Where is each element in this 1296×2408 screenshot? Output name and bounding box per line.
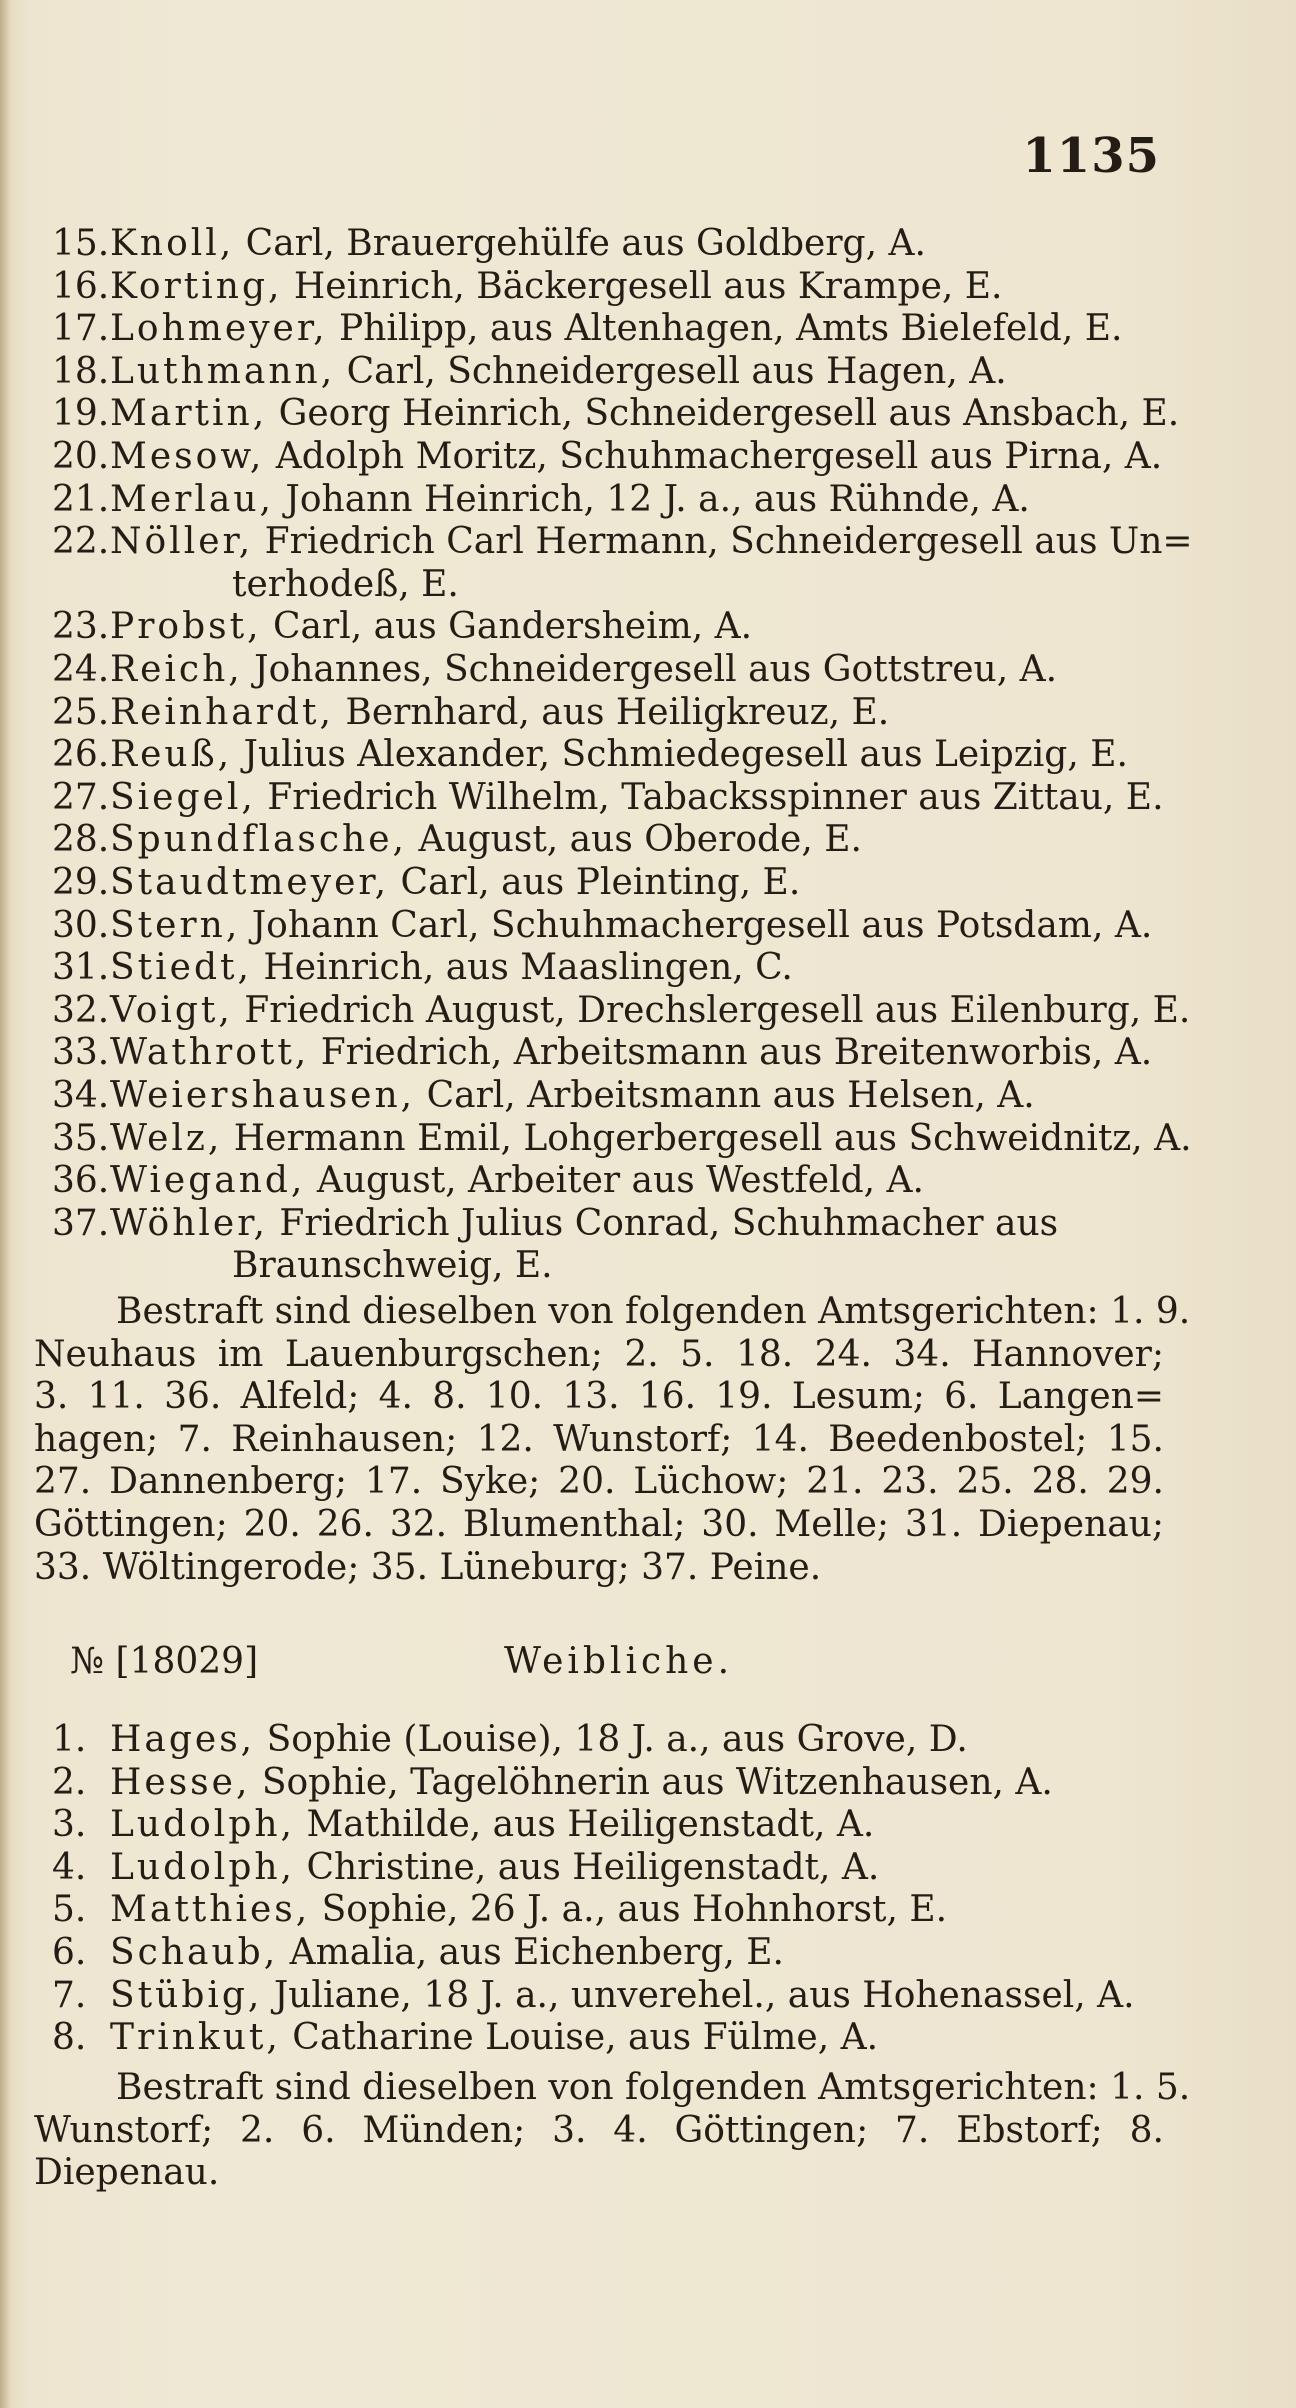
list-item [52, 435, 1162, 479]
entry-number: 16. [52, 265, 110, 307]
entry-surname: Ludolph, [110, 1804, 295, 1846]
paragraph-line: hagen; 7. Reinhausen; 12. Wunstorf; 14. Beedenbostel; 15. [34, 1418, 1164, 1460]
entry-number: 23. [52, 606, 110, 648]
list-item [52, 265, 1162, 309]
paragraph-line: 3. 11. 36. Alfeld; 4. 8. 10. 13. 16. 19. Lesum; 6. Langen= [34, 1376, 1164, 1418]
entry-surname: Knoll, [110, 223, 235, 264]
entry-details: Friedrich Julius Conrad, Schuhmacher aus [267, 1202, 1059, 1244]
list-item [52, 733, 1162, 777]
entry-details: Christine, aus Heiligenstadt, A. [295, 1846, 880, 1888]
entry-surname: Staudtmeyer, [110, 862, 390, 903]
entry-surname: Hesse, [110, 1761, 251, 1803]
entry-surname: Stiedt, [110, 947, 252, 989]
entry-details: Carl, Arbeitsmann aus Helsen, A. [415, 1075, 1035, 1116]
entry-details: Carl, Brauergehülfe aus Goldberg, A. [234, 223, 926, 264]
page-spine [0, 0, 10, 2408]
entry-number: 15. [52, 223, 110, 264]
list-item [52, 776, 1162, 820]
entry-details: Johannes, Schneidergesell aus Gottstreu, A. [242, 649, 1058, 690]
section-heading: Weibliche. [504, 1641, 734, 1682]
entry-number: 25. [52, 691, 110, 733]
entry-details: Amalia, aus Eichenberg, E. [278, 1932, 784, 1973]
paragraph-line: Wunstorf; 2. 6. Münden; 3. 4. Göttingen; 7. Ebstorf; 8. [34, 2109, 1164, 2151]
entry-number: 21. [52, 478, 110, 520]
entry-number: 28. [52, 819, 110, 861]
list-item [52, 1974, 1162, 2018]
entry-number: 7. [52, 1974, 87, 2016]
entry-continuation: Braunschweig, E. [232, 1245, 553, 1287]
entry-number: 6. [52, 1932, 87, 1973]
entry-details: Adolph Moritz, Schuhmachergesell aus Pirna, A. [264, 436, 1163, 477]
entry-surname: Probst, [110, 606, 262, 648]
entry-surname: Martin, [110, 393, 268, 435]
list-item [52, 1846, 1162, 1890]
entry-continuation: terhodeß, E. [232, 563, 459, 605]
entry-details: August, aus Oberode, E. [407, 819, 862, 861]
list-item [52, 1031, 1162, 1075]
entry-surname: Trinkut, [110, 2017, 281, 2059]
entry-details: Mathilde, aus Heiligenstadt, A. [295, 1804, 875, 1846]
entry-surname: Welz, [110, 1117, 223, 1159]
entry-surname: Siegel, [110, 776, 256, 818]
entry-details: Juliane, 18 J. a., unverehel., aus Hohenassel, A. [262, 1974, 1135, 2016]
entry-details: Friedrich Carl Hermann, Schneidergesell aus Un= [253, 521, 1193, 563]
entry-details: Philipp, aus Altenhagen, Amts Bielefeld, E. [327, 308, 1123, 350]
list-item [52, 1718, 1162, 1762]
entry-details: Georg Heinrich, Schneidergesell aus Ansbach, E. [267, 393, 1180, 435]
list-item [52, 1803, 1162, 1847]
list-item [52, 1761, 1162, 1805]
entry-details: Sophie (Louise), 18 J. a., aus Grove, D. [255, 1719, 968, 1760]
list-item [52, 1931, 1162, 1975]
entry-surname: Weiershausen, [110, 1075, 416, 1116]
entry-details: Friedrich, Arbeitsmann aus Breitenworbis, A. [309, 1032, 1153, 1074]
entry-surname: Reinhardt, [110, 691, 334, 733]
entry-details: Bernhard, aus Heiligkreuz, E. [333, 691, 890, 733]
list-item [52, 989, 1191, 1033]
entry-surname: Lohmeyer, [110, 308, 328, 350]
list-item [52, 648, 1162, 692]
list-item [52, 520, 1193, 564]
list-item [52, 946, 1162, 990]
entry-details: Johann Heinrich, 12 J. a., aus Rühnde, A. [273, 478, 1030, 520]
list-item [52, 2016, 1162, 2060]
list-item [52, 350, 1162, 394]
list-item [52, 222, 1162, 266]
list-item [52, 307, 1162, 351]
entry-details: Carl, Schneidergesell aus Hagen, A. [335, 350, 1007, 392]
entry-details: Carl, aus Pleinting, E. [389, 862, 801, 903]
entry-details: Friedrich August, Drechslergesell aus Eilenburg, E. [232, 989, 1191, 1031]
entry-number: 31. [52, 947, 110, 989]
entry-surname: Spundflasche, [110, 819, 407, 861]
paragraph-line: Neuhaus im Lauenburgschen; 2. 5. 18. 24. 34. Hannover; [34, 1333, 1164, 1375]
entry-surname: Stübig, [110, 1974, 263, 2016]
entry-number: 4. [52, 1846, 87, 1888]
entry-surname: Ludolph, [110, 1846, 295, 1888]
entry-number: 19. [52, 393, 110, 435]
entry-number: 22. [52, 521, 110, 563]
entry-number: 33. [52, 1032, 110, 1074]
entry-number: 27. [52, 776, 110, 818]
entry-number: 17. [52, 308, 110, 350]
list-item [52, 691, 1162, 735]
entry-number: 3. [52, 1804, 87, 1846]
entry-surname: Voigt, [110, 989, 233, 1031]
list-item [52, 818, 1162, 862]
entry-number: 2. [52, 1761, 87, 1803]
entry-details: Sophie, 26 J. a., aus Hohnhorst, E. [310, 1889, 948, 1931]
entry-details: Johann Carl, Schuhmachergesell aus Potsdam, A. [240, 904, 1153, 946]
entry-number: 32. [52, 989, 110, 1031]
list-item [52, 1074, 1162, 1118]
paragraph-line: Göttingen; 20. 26. 32. Blumenthal; 30. Melle; 31. Diepenau; [34, 1504, 1164, 1545]
entry-surname: Mesow, [110, 436, 265, 477]
list-item [52, 1202, 1162, 1246]
entry-number: 20. [52, 436, 110, 477]
entry-surname: Korting, [110, 265, 283, 307]
entry-number: 36. [52, 1160, 110, 1202]
entry-number: 37. [52, 1202, 110, 1244]
entry-details: Heinrich, aus Maaslingen, C. [251, 947, 793, 989]
page-number: 1135 [1022, 128, 1160, 184]
paragraph-line: Bestraft sind dieselben von folgenden Amtsgerichten: 1. 9. [116, 1291, 1191, 1332]
female-section-header [70, 1640, 1170, 1684]
list-item [52, 1159, 1162, 1203]
entry-surname: Schaub, [110, 1932, 279, 1973]
paragraph-line: 33. Wöltingerode; 35. Lüneburg; 37. Peine. [34, 1546, 822, 1588]
entry-details: Sophie, Tagelöhnerin aus Witzenhausen, A. [250, 1761, 1053, 1803]
register-number: № [18029] [70, 1641, 259, 1682]
paragraph-line: Diepenau. [34, 2152, 220, 2194]
entry-details: Julius Alexander, Schmiedegesell aus Leipzig, E. [232, 734, 1128, 776]
list-item [52, 478, 1162, 522]
entry-number: 26. [52, 734, 110, 776]
entry-surname: Wöhler, [110, 1202, 268, 1244]
entry-surname: Wiegand, [110, 1160, 306, 1202]
entry-surname: Reuß, [110, 734, 233, 776]
paragraph-line: 27. Dannenberg; 17. Syke; 20. Lüchow; 21. 23. 25. 28. 29. [34, 1461, 1164, 1503]
entry-details: Friedrich Wilhelm, Tabacksspinner aus Zittau, E. [255, 776, 1164, 818]
entry-surname: Merlau, [110, 478, 274, 520]
list-item [52, 861, 1162, 905]
entry-number: 30. [52, 904, 110, 946]
entry-number: 34. [52, 1075, 110, 1116]
entry-surname: Nöller, [110, 521, 254, 563]
entry-details: Hermann Emil, Lohgerbergesell aus Schweidnitz, A. [222, 1117, 1192, 1159]
list-item [52, 605, 1162, 649]
list-item [52, 1888, 1162, 1932]
list-item [52, 1117, 1192, 1161]
entry-number: 5. [52, 1889, 87, 1931]
entry-details: August, Arbeiter aus Westfeld, A. [305, 1160, 924, 1202]
entry-details: Carl, aus Gandersheim, A. [261, 606, 753, 648]
entry-surname: Hages, [110, 1719, 256, 1760]
entry-number: 29. [52, 862, 110, 903]
entry-surname: Matthies, [110, 1889, 311, 1931]
entry-surname: Wathrott, [110, 1032, 310, 1074]
entry-surname: Stern, [110, 904, 241, 946]
entry-surname: Reich, [110, 649, 243, 690]
entry-number: 1. [52, 1719, 87, 1760]
list-item [52, 904, 1162, 948]
entry-number: 35. [52, 1117, 110, 1159]
entry-number: 8. [52, 2017, 87, 2059]
paragraph-line: Bestraft sind dieselben von folgenden Amtsgerichten: 1. 5. [116, 2067, 1191, 2108]
list-item [52, 392, 1180, 436]
entry-surname: Luthmann, [110, 350, 336, 392]
entry-details: Catharine Louise, aus Fülme, A. [280, 2017, 879, 2059]
entry-number: 24. [52, 649, 110, 690]
entry-number: 18. [52, 350, 110, 392]
entry-details: Heinrich, Bäckergesell aus Krampe, E. [282, 265, 1003, 307]
